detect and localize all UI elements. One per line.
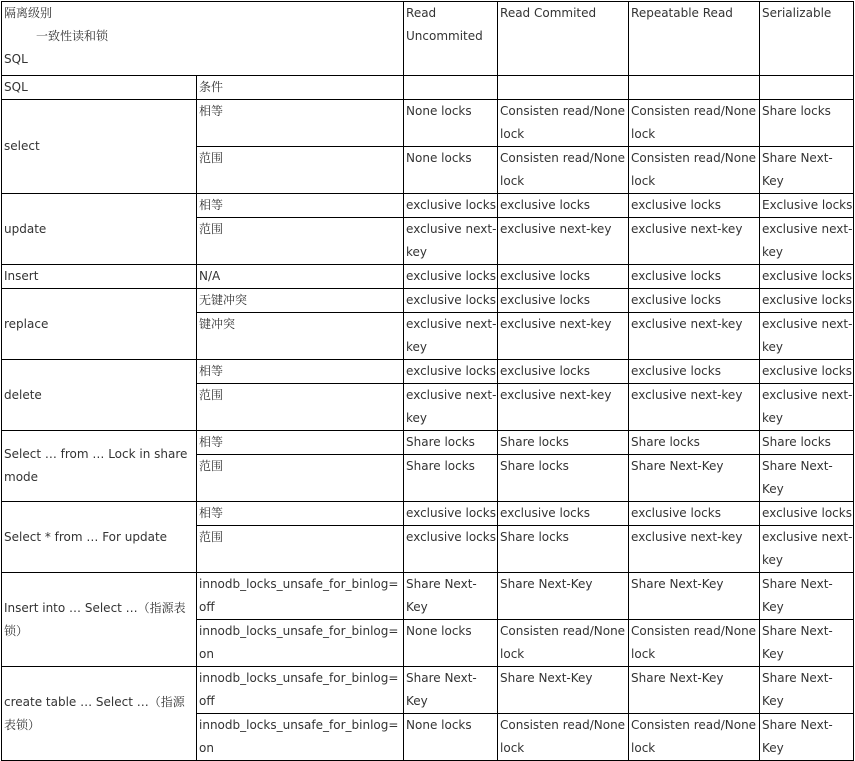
lock-cell-serializable: Share locks: [760, 431, 854, 455]
lock-cell-read-uncommited: Share locks: [404, 455, 498, 502]
lock-cell-serializable: Share Next-Key: [760, 620, 854, 667]
lock-cell-read-commited: exclusive next-key: [498, 384, 629, 431]
condition-cell: 范围: [197, 455, 404, 502]
lock-cell-read-commited: exclusive next-key: [498, 313, 629, 360]
lock-cell-serializable: exclusive locks: [760, 289, 854, 313]
lock-cell-read-uncommited: None locks: [404, 100, 498, 147]
lock-cell-serializable: Share Next-Key: [760, 147, 854, 194]
lock-cell-repeatable-read: Consisten read/None lock: [629, 714, 760, 761]
lock-cell-serializable: Share locks: [760, 100, 854, 147]
lock-cell-read-commited: Consisten read/None lock: [498, 100, 629, 147]
isolation-level-label: 隔离级别: [4, 6, 53, 20]
lock-cell-repeatable-read: exclusive locks: [629, 265, 760, 289]
subheader-row: [2, 76, 854, 100]
lock-cell-read-uncommited: exclusive locks: [404, 360, 498, 384]
empty-cell: [760, 76, 854, 100]
lock-cell-read-uncommited: Share Next-Key: [404, 573, 498, 620]
sql-statement-cell: delete: [2, 360, 197, 431]
lock-cell-repeatable-read: exclusive locks: [629, 502, 760, 526]
sql-statement-cell: Insert into … Select …（指源表锁）: [2, 573, 197, 667]
lock-cell-repeatable-read: Share locks: [629, 431, 760, 455]
lock-cell-serializable: exclusive next-key: [760, 313, 854, 360]
header-row: [2, 2, 854, 76]
table-row: [2, 360, 854, 384]
sql-statement-cell: create table … Select …（指源表锁）: [2, 667, 197, 761]
sql-statement-cell: update: [2, 194, 197, 265]
lock-cell-repeatable-read: exclusive next-key: [629, 384, 760, 431]
condition-cell: 相等: [197, 360, 404, 384]
sql-statement-cell: replace: [2, 289, 197, 360]
header-corner-cell: [2, 2, 404, 76]
condition-cell: 范围: [197, 147, 404, 194]
condition-cell: 范围: [197, 218, 404, 265]
lock-cell-repeatable-read: Share Next-Key: [629, 455, 760, 502]
empty-cell: [629, 76, 760, 100]
sql-corner-label: SQL: [4, 52, 28, 66]
condition-cell: 范围: [197, 526, 404, 573]
sql-column-header: SQL: [2, 76, 197, 100]
table-row: [2, 667, 854, 714]
lock-cell-repeatable-read: Consisten read/None lock: [629, 147, 760, 194]
sql-statement-cell: Select * from … For update: [2, 502, 197, 573]
lock-cell-serializable: exclusive next-key: [760, 218, 854, 265]
consistency-lock-label: 一致性读和锁: [36, 29, 109, 43]
table-row: [2, 431, 854, 455]
lock-cell-serializable: exclusive next-key: [760, 526, 854, 573]
lock-cell-read-uncommited: exclusive locks: [404, 289, 498, 313]
lock-cell-read-commited: Share Next-Key: [498, 573, 629, 620]
lock-cell-read-commited: exclusive locks: [498, 265, 629, 289]
lock-cell-read-uncommited: Share locks: [404, 431, 498, 455]
condition-cell: N/A: [197, 265, 404, 289]
lock-cell-read-commited: Share locks: [498, 455, 629, 502]
lock-cell-read-commited: exclusive next-key: [498, 218, 629, 265]
lock-cell-serializable: exclusive locks: [760, 502, 854, 526]
lock-cell-read-commited: Share locks: [498, 526, 629, 573]
table-row: [2, 573, 854, 620]
table-row: [2, 100, 854, 147]
sql-statement-cell: Select … from … Lock in share mode: [2, 431, 197, 502]
lock-cell-read-commited: Share Next-Key: [498, 667, 629, 714]
level-serializable: Serializable: [760, 2, 854, 76]
condition-cell: 相等: [197, 502, 404, 526]
lock-cell-serializable: Share Next-Key: [760, 573, 854, 620]
table-row: [2, 502, 854, 526]
lock-cell-serializable: exclusive locks: [760, 360, 854, 384]
lock-cell-serializable: exclusive locks: [760, 265, 854, 289]
condition-column-header: 条件: [197, 76, 404, 100]
lock-cell-read-uncommited: exclusive next-key: [404, 218, 498, 265]
level-read-commited: Read Commited: [498, 2, 629, 76]
lock-cell-repeatable-read: Share Next-Key: [629, 573, 760, 620]
lock-cell-serializable: Exclusive locks: [760, 194, 854, 218]
level-read-uncommited: Read Uncommited: [404, 2, 498, 76]
lock-cell-repeatable-read: exclusive next-key: [629, 313, 760, 360]
lock-cell-repeatable-read: Consisten read/None lock: [629, 620, 760, 667]
sql-statement-cell: select: [2, 100, 197, 194]
lock-cell-read-commited: exclusive locks: [498, 194, 629, 218]
table-body: [2, 2, 854, 761]
lock-cell-repeatable-read: Consisten read/None lock: [629, 100, 760, 147]
lock-cell-serializable: exclusive next-key: [760, 384, 854, 431]
lock-cell-read-uncommited: exclusive locks: [404, 194, 498, 218]
condition-cell: 无键冲突: [197, 289, 404, 313]
lock-cell-read-commited: exclusive locks: [498, 502, 629, 526]
isolation-lock-table: [1, 1, 854, 761]
lock-cell-repeatable-read: exclusive locks: [629, 289, 760, 313]
empty-cell: [498, 76, 629, 100]
empty-cell: [404, 76, 498, 100]
condition-cell: 相等: [197, 100, 404, 147]
condition-cell: innodb_locks_unsafe_for_binlog=off: [197, 667, 404, 714]
condition-cell: innodb_locks_unsafe_for_binlog=on: [197, 620, 404, 667]
condition-cell: 范围: [197, 384, 404, 431]
level-repeatable-read: Repeatable Read: [629, 2, 760, 76]
lock-cell-read-uncommited: None locks: [404, 147, 498, 194]
lock-cell-repeatable-read: exclusive next-key: [629, 526, 760, 573]
lock-cell-serializable: Share Next-Key: [760, 455, 854, 502]
lock-cell-repeatable-read: exclusive next-key: [629, 218, 760, 265]
lock-cell-read-commited: Consisten read/None lock: [498, 147, 629, 194]
lock-cell-read-commited: Consisten read/None lock: [498, 620, 629, 667]
lock-cell-serializable: Share Next-Key: [760, 714, 854, 761]
lock-cell-read-uncommited: None locks: [404, 620, 498, 667]
condition-cell: 相等: [197, 431, 404, 455]
lock-cell-read-uncommited: exclusive locks: [404, 526, 498, 573]
table-row: [2, 265, 854, 289]
lock-cell-read-uncommited: exclusive locks: [404, 502, 498, 526]
lock-cell-read-commited: Share locks: [498, 431, 629, 455]
lock-cell-serializable: Share Next-Key: [760, 667, 854, 714]
condition-cell: 相等: [197, 194, 404, 218]
lock-cell-read-uncommited: Share Next-Key: [404, 667, 498, 714]
lock-cell-read-commited: exclusive locks: [498, 360, 629, 384]
lock-cell-repeatable-read: exclusive locks: [629, 360, 760, 384]
lock-cell-read-commited: exclusive locks: [498, 289, 629, 313]
lock-cell-read-uncommited: exclusive locks: [404, 265, 498, 289]
condition-cell: innodb_locks_unsafe_for_binlog=off: [197, 573, 404, 620]
lock-cell-repeatable-read: Share Next-Key: [629, 667, 760, 714]
lock-cell-read-uncommited: exclusive next-key: [404, 313, 498, 360]
lock-cell-repeatable-read: exclusive locks: [629, 194, 760, 218]
lock-cell-read-uncommited: None locks: [404, 714, 498, 761]
sql-statement-cell: Insert: [2, 265, 197, 289]
condition-cell: 键冲突: [197, 313, 404, 360]
lock-cell-read-uncommited: exclusive next-key: [404, 384, 498, 431]
condition-cell: innodb_locks_unsafe_for_binlog=on: [197, 714, 404, 761]
table-row: [2, 289, 854, 313]
table-row: [2, 194, 854, 218]
lock-cell-read-commited: Consisten read/None lock: [498, 714, 629, 761]
